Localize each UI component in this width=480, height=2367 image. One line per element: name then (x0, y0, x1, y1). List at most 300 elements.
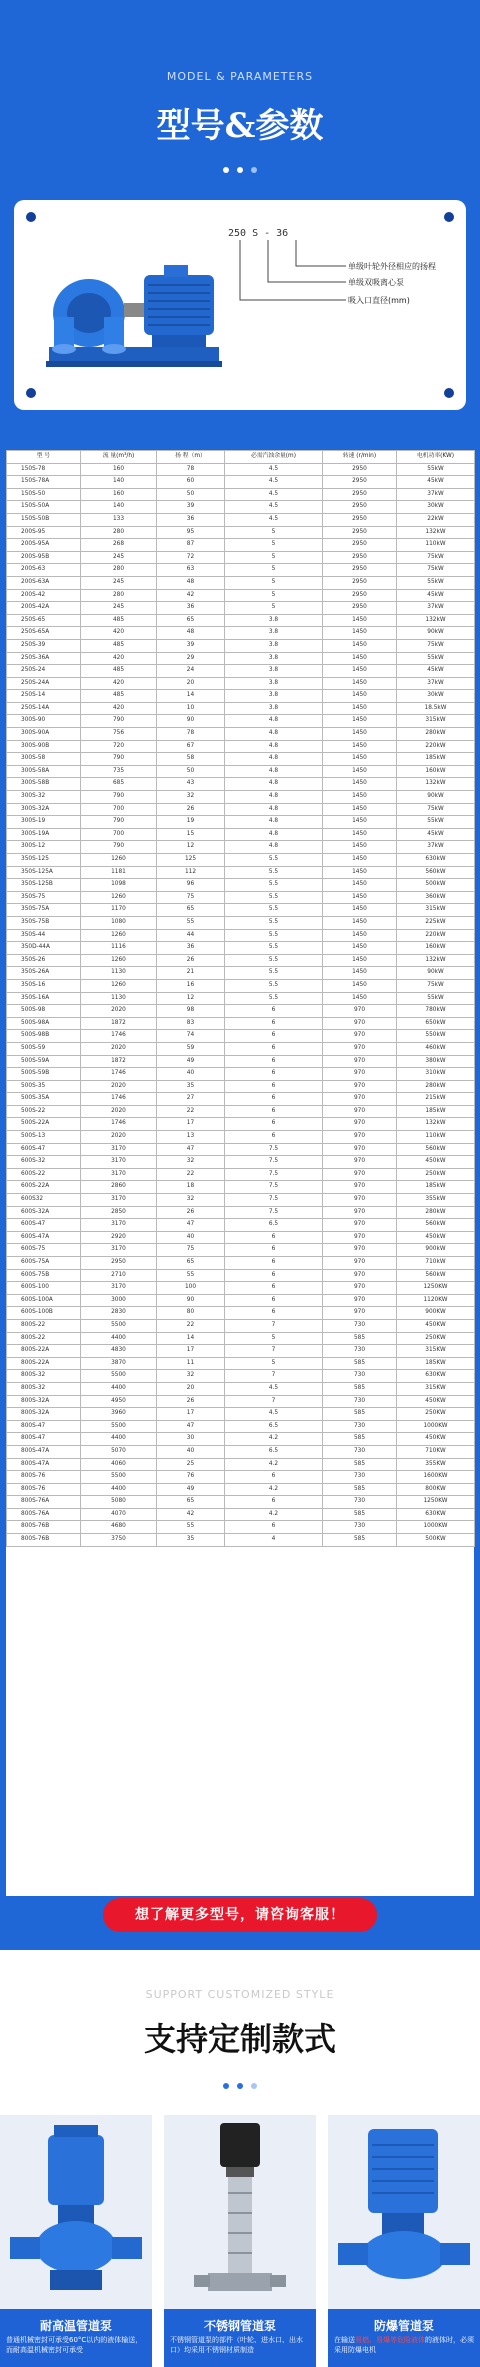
table-cell: 790 (81, 791, 157, 804)
table-cell: 24 (157, 665, 225, 678)
product-card-explosion-proof[interactable] (328, 2115, 480, 2367)
table-cell: 90kW (397, 967, 475, 980)
table-cell: 63 (157, 564, 225, 577)
section-subtitle-en: SUPPORT CUSTOMIZED STYLE (145, 1988, 335, 2001)
table-cell: 35 (157, 1080, 225, 1093)
table-cell: 5.5 (225, 891, 323, 904)
table-cell: 600S-75 (7, 1244, 81, 1257)
product-card-stainless[interactable] (164, 2115, 316, 2367)
table-cell: 300S-58A (7, 765, 81, 778)
table-cell: 600S-100A (7, 1294, 81, 1307)
table-row (7, 1332, 475, 1345)
column-header: 电机功率(KW) (397, 451, 475, 464)
table-cell: 500S-59 (7, 1042, 81, 1055)
table-cell: 35 (157, 1534, 225, 1547)
table-cell: 32 (157, 1156, 225, 1169)
table-cell: 5.5 (225, 992, 323, 1005)
table-cell: 26 (157, 1395, 225, 1408)
table-cell: 420 (81, 652, 157, 665)
table-cell: 2950 (323, 564, 397, 577)
table-cell: 245 (81, 602, 157, 615)
contact-service-button[interactable]: 想了解更多型号，请咨询客服！ (103, 1898, 377, 1932)
table-cell: 3170 (81, 1244, 157, 1257)
table-cell: 2020 (81, 1105, 157, 1118)
table-cell: 215kW (397, 1093, 475, 1106)
table-cell: 4.5 (225, 1408, 323, 1421)
table-row (7, 1508, 475, 1521)
table-cell: 730 (323, 1496, 397, 1509)
table-cell: 350S-16A (7, 992, 81, 1005)
table-row (7, 803, 475, 816)
table-cell: 4.8 (225, 791, 323, 804)
table-row (7, 715, 475, 728)
table-cell: 250S-39 (7, 639, 81, 652)
table-cell: 1450 (323, 753, 397, 766)
table-row (7, 778, 475, 791)
table-cell: 756 (81, 728, 157, 741)
table-cell: 730 (323, 1471, 397, 1484)
table-cell: 4950 (81, 1395, 157, 1408)
table-cell: 280kW (397, 728, 475, 741)
table-cell: 245 (81, 551, 157, 564)
table-cell: 1450 (323, 904, 397, 917)
table-cell: 970 (323, 1042, 397, 1055)
table-row (7, 1458, 475, 1471)
table-cell: 5500 (81, 1370, 157, 1383)
table-cell: 1080 (81, 916, 157, 929)
table-row (7, 1030, 475, 1043)
table-cell: 2830 (81, 1307, 157, 1320)
table-cell: 2950 (323, 602, 397, 615)
table-cell: 360kW (397, 891, 475, 904)
table-cell: 485 (81, 690, 157, 703)
table-cell: 75 (157, 1244, 225, 1257)
table-cell: 36 (157, 942, 225, 955)
table-cell: 600S32 (7, 1194, 81, 1207)
table-cell: 350S-75B (7, 916, 81, 929)
table-cell: 47 (157, 1219, 225, 1232)
table-cell: 2950 (323, 551, 397, 564)
corner-pin (26, 388, 36, 398)
table-cell: 6 (225, 1068, 323, 1081)
table-cell: 450kW (397, 1156, 475, 1169)
table-cell: 45kW (397, 828, 475, 841)
table-row (7, 1471, 475, 1484)
table-cell: 800S-32A (7, 1395, 81, 1408)
table-cell: 185KW (397, 1357, 475, 1370)
table-cell: 900kW (397, 1244, 475, 1257)
table-cell: 55kW (397, 463, 475, 476)
table-cell: 75kW (397, 551, 475, 564)
table-cell: 29 (157, 652, 225, 665)
table-row (7, 828, 475, 841)
table-cell: 585 (323, 1508, 397, 1521)
table-cell: 585 (323, 1332, 397, 1345)
table-cell: 1450 (323, 803, 397, 816)
table-cell: 6 (225, 1471, 323, 1484)
table-cell: 730 (323, 1445, 397, 1458)
table-cell: 1450 (323, 702, 397, 715)
table-cell: 1450 (323, 942, 397, 955)
table-row (7, 1269, 475, 1282)
table-cell: 970 (323, 1269, 397, 1282)
table-cell: 87 (157, 539, 225, 552)
table-cell: 500S-22A (7, 1118, 81, 1131)
table-cell: 600S-47 (7, 1143, 81, 1156)
table-cell: 4.5 (225, 463, 323, 476)
table-cell: 800S-47A (7, 1445, 81, 1458)
table-row (7, 1382, 475, 1395)
table-cell: 250KW (397, 1332, 475, 1345)
table-cell: 380kW (397, 1055, 475, 1068)
table-cell: 55 (157, 1269, 225, 1282)
table-row (7, 866, 475, 879)
table-cell: 5 (225, 539, 323, 552)
table-row (7, 1420, 475, 1433)
table-cell: 37kW (397, 602, 475, 615)
table-row (7, 1168, 475, 1181)
table-cell: 220kW (397, 740, 475, 753)
table-cell: 1450 (323, 665, 397, 678)
table-cell: 6 (225, 1080, 323, 1093)
table-cell: 250S-65A (7, 627, 81, 640)
table-cell: 450kW (397, 1231, 475, 1244)
table-cell: 300S-32A (7, 803, 81, 816)
table-cell: 970 (323, 1068, 397, 1081)
table-cell: 600S-22A (7, 1181, 81, 1194)
table-cell: 485 (81, 639, 157, 652)
table-cell: 17 (157, 1345, 225, 1358)
table-cell: 26 (157, 1206, 225, 1219)
table-cell: 15 (157, 828, 225, 841)
table-cell: 5070 (81, 1445, 157, 1458)
table-cell: 20 (157, 1382, 225, 1395)
table-row (7, 1357, 475, 1370)
table-cell: 2860 (81, 1181, 157, 1194)
table-cell: 2950 (81, 1257, 157, 1270)
table-cell: 1450 (323, 979, 397, 992)
table-cell: 132kW (397, 778, 475, 791)
product-description: 普通机械密封可承受60°C以内的液体输送，而耐高温机械密封可承受 (6, 2336, 143, 2354)
table-header (7, 451, 475, 464)
table-cell: 780kW (397, 1005, 475, 1018)
table-cell: 1450 (323, 791, 397, 804)
table-cell: 44 (157, 929, 225, 942)
table-cell: 800KW (397, 1483, 475, 1496)
product-title: 不锈钢管道泵 (203, 2319, 276, 2333)
table-cell: 39 (157, 501, 225, 514)
table-cell: 2020 (81, 1080, 157, 1093)
table-row (7, 1408, 475, 1421)
table-cell: 5 (225, 564, 323, 577)
table-cell: 3.8 (225, 690, 323, 703)
table-cell: 800S-22A (7, 1357, 81, 1370)
table-cell: 3.8 (225, 702, 323, 715)
table-cell: 32 (157, 1370, 225, 1383)
table-cell: 560kW (397, 866, 475, 879)
table-row (7, 1231, 475, 1244)
table-cell: 500S-98B (7, 1030, 81, 1043)
table-cell: 800S-47 (7, 1420, 81, 1433)
table-cell: 420 (81, 627, 157, 640)
table-cell: 700 (81, 828, 157, 841)
table-cell: 12 (157, 841, 225, 854)
table-cell: 280kW (397, 1206, 475, 1219)
table-row (7, 1118, 475, 1131)
table-cell: 75kW (397, 564, 475, 577)
table-cell: 7 (225, 1345, 323, 1358)
table-cell: 350S-16 (7, 979, 81, 992)
table-cell: 630KW (397, 1370, 475, 1383)
table-cell: 55kW (397, 992, 475, 1005)
table-cell: 74 (157, 1030, 225, 1043)
table-cell: 4400 (81, 1382, 157, 1395)
table-row (7, 728, 475, 741)
table-row (7, 1181, 475, 1194)
table-cell: 800S-22 (7, 1319, 81, 1332)
table-row (7, 891, 475, 904)
table-cell: 3.8 (225, 677, 323, 690)
dot (251, 2083, 257, 2089)
table-cell: 600S-32A (7, 1206, 81, 1219)
table-cell: 1450 (323, 879, 397, 892)
table-cell: 280 (81, 526, 157, 539)
table-cell: 300S-12 (7, 841, 81, 854)
table-cell: 4.2 (225, 1433, 323, 1446)
section-subtitle-en: MODEL & PARAMETERS (166, 70, 314, 83)
table-cell: 55 (157, 916, 225, 929)
table-cell: 110kW (397, 539, 475, 552)
table-cell: 6 (225, 1496, 323, 1509)
table-cell: 78 (157, 463, 225, 476)
table-cell: 3750 (81, 1534, 157, 1547)
table-cell: 450KW (397, 1319, 475, 1332)
table-cell: 730 (323, 1345, 397, 1358)
table-cell: 500S-59B (7, 1068, 81, 1081)
table-cell: 6 (225, 1131, 323, 1144)
callout-label-inlet: 吸入口直径(mm) (348, 296, 410, 305)
table-cell: 250kW (397, 1168, 475, 1181)
table-cell: 600S-75B (7, 1269, 81, 1282)
table-cell: 132kW (397, 526, 475, 539)
table-cell: 790 (81, 753, 157, 766)
table-cell: 970 (323, 1118, 397, 1131)
table-cell: 185kW (397, 1181, 475, 1194)
table-cell: 5.5 (225, 942, 323, 955)
table-cell: 4.5 (225, 513, 323, 526)
table-cell: 500S-98A (7, 1017, 81, 1030)
pipeline-pump-image (10, 2125, 142, 2295)
table-cell: 4.5 (225, 1382, 323, 1395)
table-cell: 4.8 (225, 816, 323, 829)
table-cell: 685 (81, 778, 157, 791)
table-cell: 1450 (323, 954, 397, 967)
table-cell: 1450 (323, 627, 397, 640)
table-cell: 585 (323, 1433, 397, 1446)
table-cell: 160kW (397, 942, 475, 955)
table-cell: 600S-32 (7, 1156, 81, 1169)
table-cell: 1600KW (397, 1471, 475, 1484)
table-cell: 1450 (323, 841, 397, 854)
table-cell: 250S-14 (7, 690, 81, 703)
table-cell: 268 (81, 539, 157, 552)
table-cell: 75 (157, 891, 225, 904)
table-cell: 6 (225, 1055, 323, 1068)
table-cell: 200S-95A (7, 539, 81, 552)
table-cell: 1260 (81, 954, 157, 967)
table-row (7, 526, 475, 539)
table-cell: 900KW (397, 1307, 475, 1320)
table-cell: 5500 (81, 1319, 157, 1332)
table-cell: 37kW (397, 841, 475, 854)
table-cell: 7.5 (225, 1156, 323, 1169)
table-cell: 600S-22 (7, 1168, 81, 1181)
table-row (7, 954, 475, 967)
table-cell: 3.8 (225, 614, 323, 627)
table-cell: 110kW (397, 1131, 475, 1144)
table-cell: 970 (323, 1181, 397, 1194)
table-cell: 6 (225, 1231, 323, 1244)
table-cell: 75kW (397, 979, 475, 992)
table-cell: 4.8 (225, 740, 323, 753)
table-cell: 1250KW (397, 1282, 475, 1295)
table-cell: 3170 (81, 1282, 157, 1295)
table-cell: 75kW (397, 803, 475, 816)
table-cell: 32 (157, 1194, 225, 1207)
table-row (7, 1496, 475, 1509)
table-row (7, 1370, 475, 1383)
table-cell: 45kW (397, 476, 475, 489)
table-cell: 1450 (323, 765, 397, 778)
table-cell: 300S-90B (7, 740, 81, 753)
table-cell: 300S-58 (7, 753, 81, 766)
table-cell: 1450 (323, 690, 397, 703)
table-cell: 95 (157, 526, 225, 539)
table-cell: 800S-76B (7, 1521, 81, 1534)
table-cell: 4400 (81, 1483, 157, 1496)
table-cell: 310kW (397, 1068, 475, 1081)
table-row (7, 539, 475, 552)
table-cell: 7.5 (225, 1143, 323, 1156)
table-row (7, 816, 475, 829)
table-cell: 4 (225, 1534, 323, 1547)
table-cell: 450KW (397, 1433, 475, 1446)
table-cell: 560kW (397, 1143, 475, 1156)
corner-pin (444, 212, 454, 222)
table-cell: 83 (157, 1017, 225, 1030)
product-card-high-temp[interactable] (0, 2115, 152, 2367)
table-cell: 37kW (397, 677, 475, 690)
table-cell: 40 (157, 1231, 225, 1244)
table-cell: 6 (225, 1105, 323, 1118)
table-row (7, 753, 475, 766)
table-row (7, 1143, 475, 1156)
split-case-pump-image (44, 235, 224, 375)
table-row (7, 1319, 475, 1332)
table-cell: 1872 (81, 1055, 157, 1068)
table-row (7, 1395, 475, 1408)
table-cell: 6 (225, 1294, 323, 1307)
table-cell: 1260 (81, 929, 157, 942)
parameter-table-container (6, 450, 474, 1896)
table-cell: 6.5 (225, 1445, 323, 1458)
table-cell: 55kW (397, 576, 475, 589)
table-cell: 250S-36A (7, 652, 81, 665)
table-cell: 1450 (323, 992, 397, 1005)
table-row (7, 476, 475, 489)
table-cell: 730 (323, 1370, 397, 1383)
table-cell: 65 (157, 904, 225, 917)
callout-label-type: 单级双吸离心泵 (348, 278, 404, 287)
table-row (7, 967, 475, 980)
table-cell: 10 (157, 702, 225, 715)
table-cell: 5080 (81, 1496, 157, 1509)
table-cell: 350S-125B (7, 879, 81, 892)
table-row (7, 1068, 475, 1081)
table-cell: 2950 (323, 463, 397, 476)
table-cell: 450KW (397, 1395, 475, 1408)
table-cell: 6 (225, 1257, 323, 1270)
table-cell: 2950 (323, 576, 397, 589)
table-cell: 585 (323, 1458, 397, 1471)
table-cell: 30kW (397, 501, 475, 514)
table-cell: 5.5 (225, 866, 323, 879)
table-cell: 1450 (323, 929, 397, 942)
table-cell: 3000 (81, 1294, 157, 1307)
table-cell: 6 (225, 1269, 323, 1282)
table-row (7, 602, 475, 615)
product-title: 防爆管道泵 (373, 2319, 434, 2333)
table-row (7, 740, 475, 753)
dot (223, 167, 229, 173)
table-row (7, 665, 475, 678)
column-header: 型 号 (7, 451, 81, 464)
table-cell: 11 (157, 1357, 225, 1370)
dot (237, 2083, 243, 2089)
table-cell: 7 (225, 1319, 323, 1332)
table-row (7, 942, 475, 955)
table-cell: 96 (157, 879, 225, 892)
table-cell: 355KW (397, 1458, 475, 1471)
table-cell: 1450 (323, 677, 397, 690)
table-cell: 6 (225, 1307, 323, 1320)
table-cell: 36 (157, 513, 225, 526)
table-cell: 970 (323, 1231, 397, 1244)
table-cell: 225kW (397, 916, 475, 929)
table-cell: 350S-75 (7, 891, 81, 904)
table-cell: 22 (157, 1319, 225, 1332)
table-cell: 78 (157, 728, 225, 741)
table-cell: 90 (157, 715, 225, 728)
table-cell: 970 (323, 1105, 397, 1118)
table-cell: 1450 (323, 740, 397, 753)
table-cell: 970 (323, 1030, 397, 1043)
table-cell: 350S-125A (7, 866, 81, 879)
table-row (7, 992, 475, 1005)
table-cell: 300S-58B (7, 778, 81, 791)
table-cell: 4.8 (225, 765, 323, 778)
table-cell: 150S-50 (7, 488, 81, 501)
table-cell: 800S-47A (7, 1458, 81, 1471)
table-cell: 14 (157, 690, 225, 703)
table-cell: 22 (157, 1168, 225, 1181)
table-cell: 1116 (81, 942, 157, 955)
table-row (7, 1307, 475, 1320)
table-cell: 280 (81, 589, 157, 602)
table-cell: 280 (81, 564, 157, 577)
table-cell: 2950 (323, 539, 397, 552)
table-row (7, 1244, 475, 1257)
